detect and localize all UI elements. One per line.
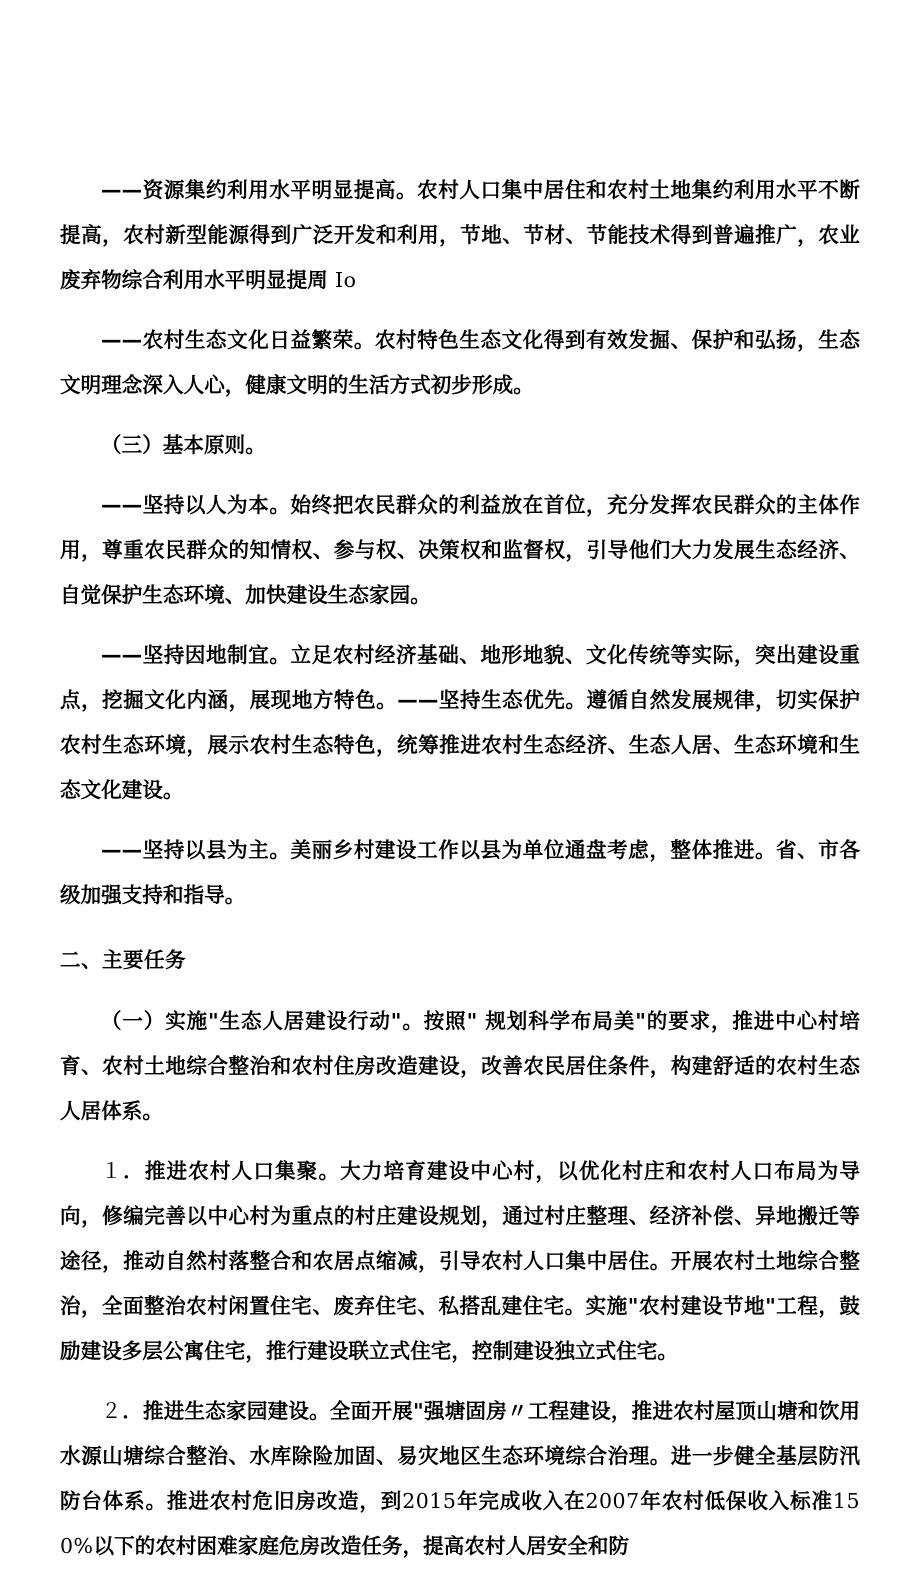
document-body	[60, 168, 860, 1569]
paragraph-task-one: （一）实施"生态人居建设行动"。按照" 规划科学布局美"的要求，推进中心村培育、农村土地综合整治和农村住房改造建设，改善农民居住条件，构建舒适的农村生态人居体系。	[60, 1009, 860, 1123]
heading-bottom-spacer	[60, 983, 860, 999]
paragraph-people-oriented: ——坚持以人为本。始终把农民群众的利益放在首位，充分发挥农民群众的主体作用，尊重农民群众的知情权、参与权、决策权和监督权，引导他们大力发展生态经济、自觉保护生态环境、加快建设生态家园。	[60, 493, 860, 607]
latin-run: ２	[101, 1399, 123, 1423]
paragraph-county-based: ——坚持以县为主。美丽乡村建设工作以县为单位通盘考虑，整体推进。省、市各级加强支持和指导。	[60, 838, 860, 907]
latin-run: 2015	[402, 1489, 457, 1513]
paragraph-eco-culture: ——农村生态文化日益繁荣。农村特色生态文化得到有效发掘、保护和弘扬，生态文明理念深入人心，健康文明的生活方式初步形成。	[60, 328, 860, 397]
latin-run: １	[101, 1159, 124, 1183]
latin-run: 150%	[60, 1489, 860, 1558]
paragraph-basic-principles-title: （三）基本原则。	[101, 433, 266, 457]
paragraph-task-item-1: １．推进农村人口集聚。大力培育建设中心村，以优化村庄和农村人口布局为导向，修编完善以中心村为重点的村庄建设规划，通过村庄整理、经济补偿、异地搬迁等途径，推动自然村落整合和农居点缩减，引导农村人口集中居住。开展农村土地综合整治，全面整治农村闲置住宅、废弃住宅、私搭乱建住宅。实施"农村建设节地"工程，鼓励建设多层公寓住宅，推行建设联立式住宅，控制建设独立式住宅。	[60, 1159, 860, 1363]
section-heading-main-tasks: 二、主要任务	[60, 948, 186, 972]
latin-run: 2007	[585, 1489, 640, 1513]
paragraph-task-item-2: ２．推进生态家园建设。全面开展"强塘固房〃工程建设，推进农村屋顶山塘和饮用水源山塘综合整治、水库除险加固、易灾地区生态环境综合治理。进一步健全基层防汛防台体系。推进农村危旧房改造，到2015年完成收入在2007年农村低保收入标准150%以下的农村困难家庭危房改造任务，提高农村人居安全和防	[60, 1399, 861, 1558]
latin-run: Io	[335, 268, 357, 292]
heading-top-spacer	[60, 918, 860, 938]
paragraph-resource-intensive: ——资源集约利用水平明显提高。农村人口集中居住和农村土地集约利用水平不断提高，农村新型能源得到广泛开发和利用，节地、节材、节能技术得到普遍推广，农业废弃物综合利用水平明显提周 Io	[60, 178, 860, 292]
paragraph-local-conditions: ——坚持因地制宜。立足农村经济基础、地形地貌、文化传统等实际，突出建设重点，挖掘文化内涵，展现地方特色。——坚持生态优先。遵循自然发展规律，切实保护农村生态环境，展示农村生态特色，统筹推进农村生态经济、生态人居、生态环境和生态文化建设。	[60, 643, 860, 802]
